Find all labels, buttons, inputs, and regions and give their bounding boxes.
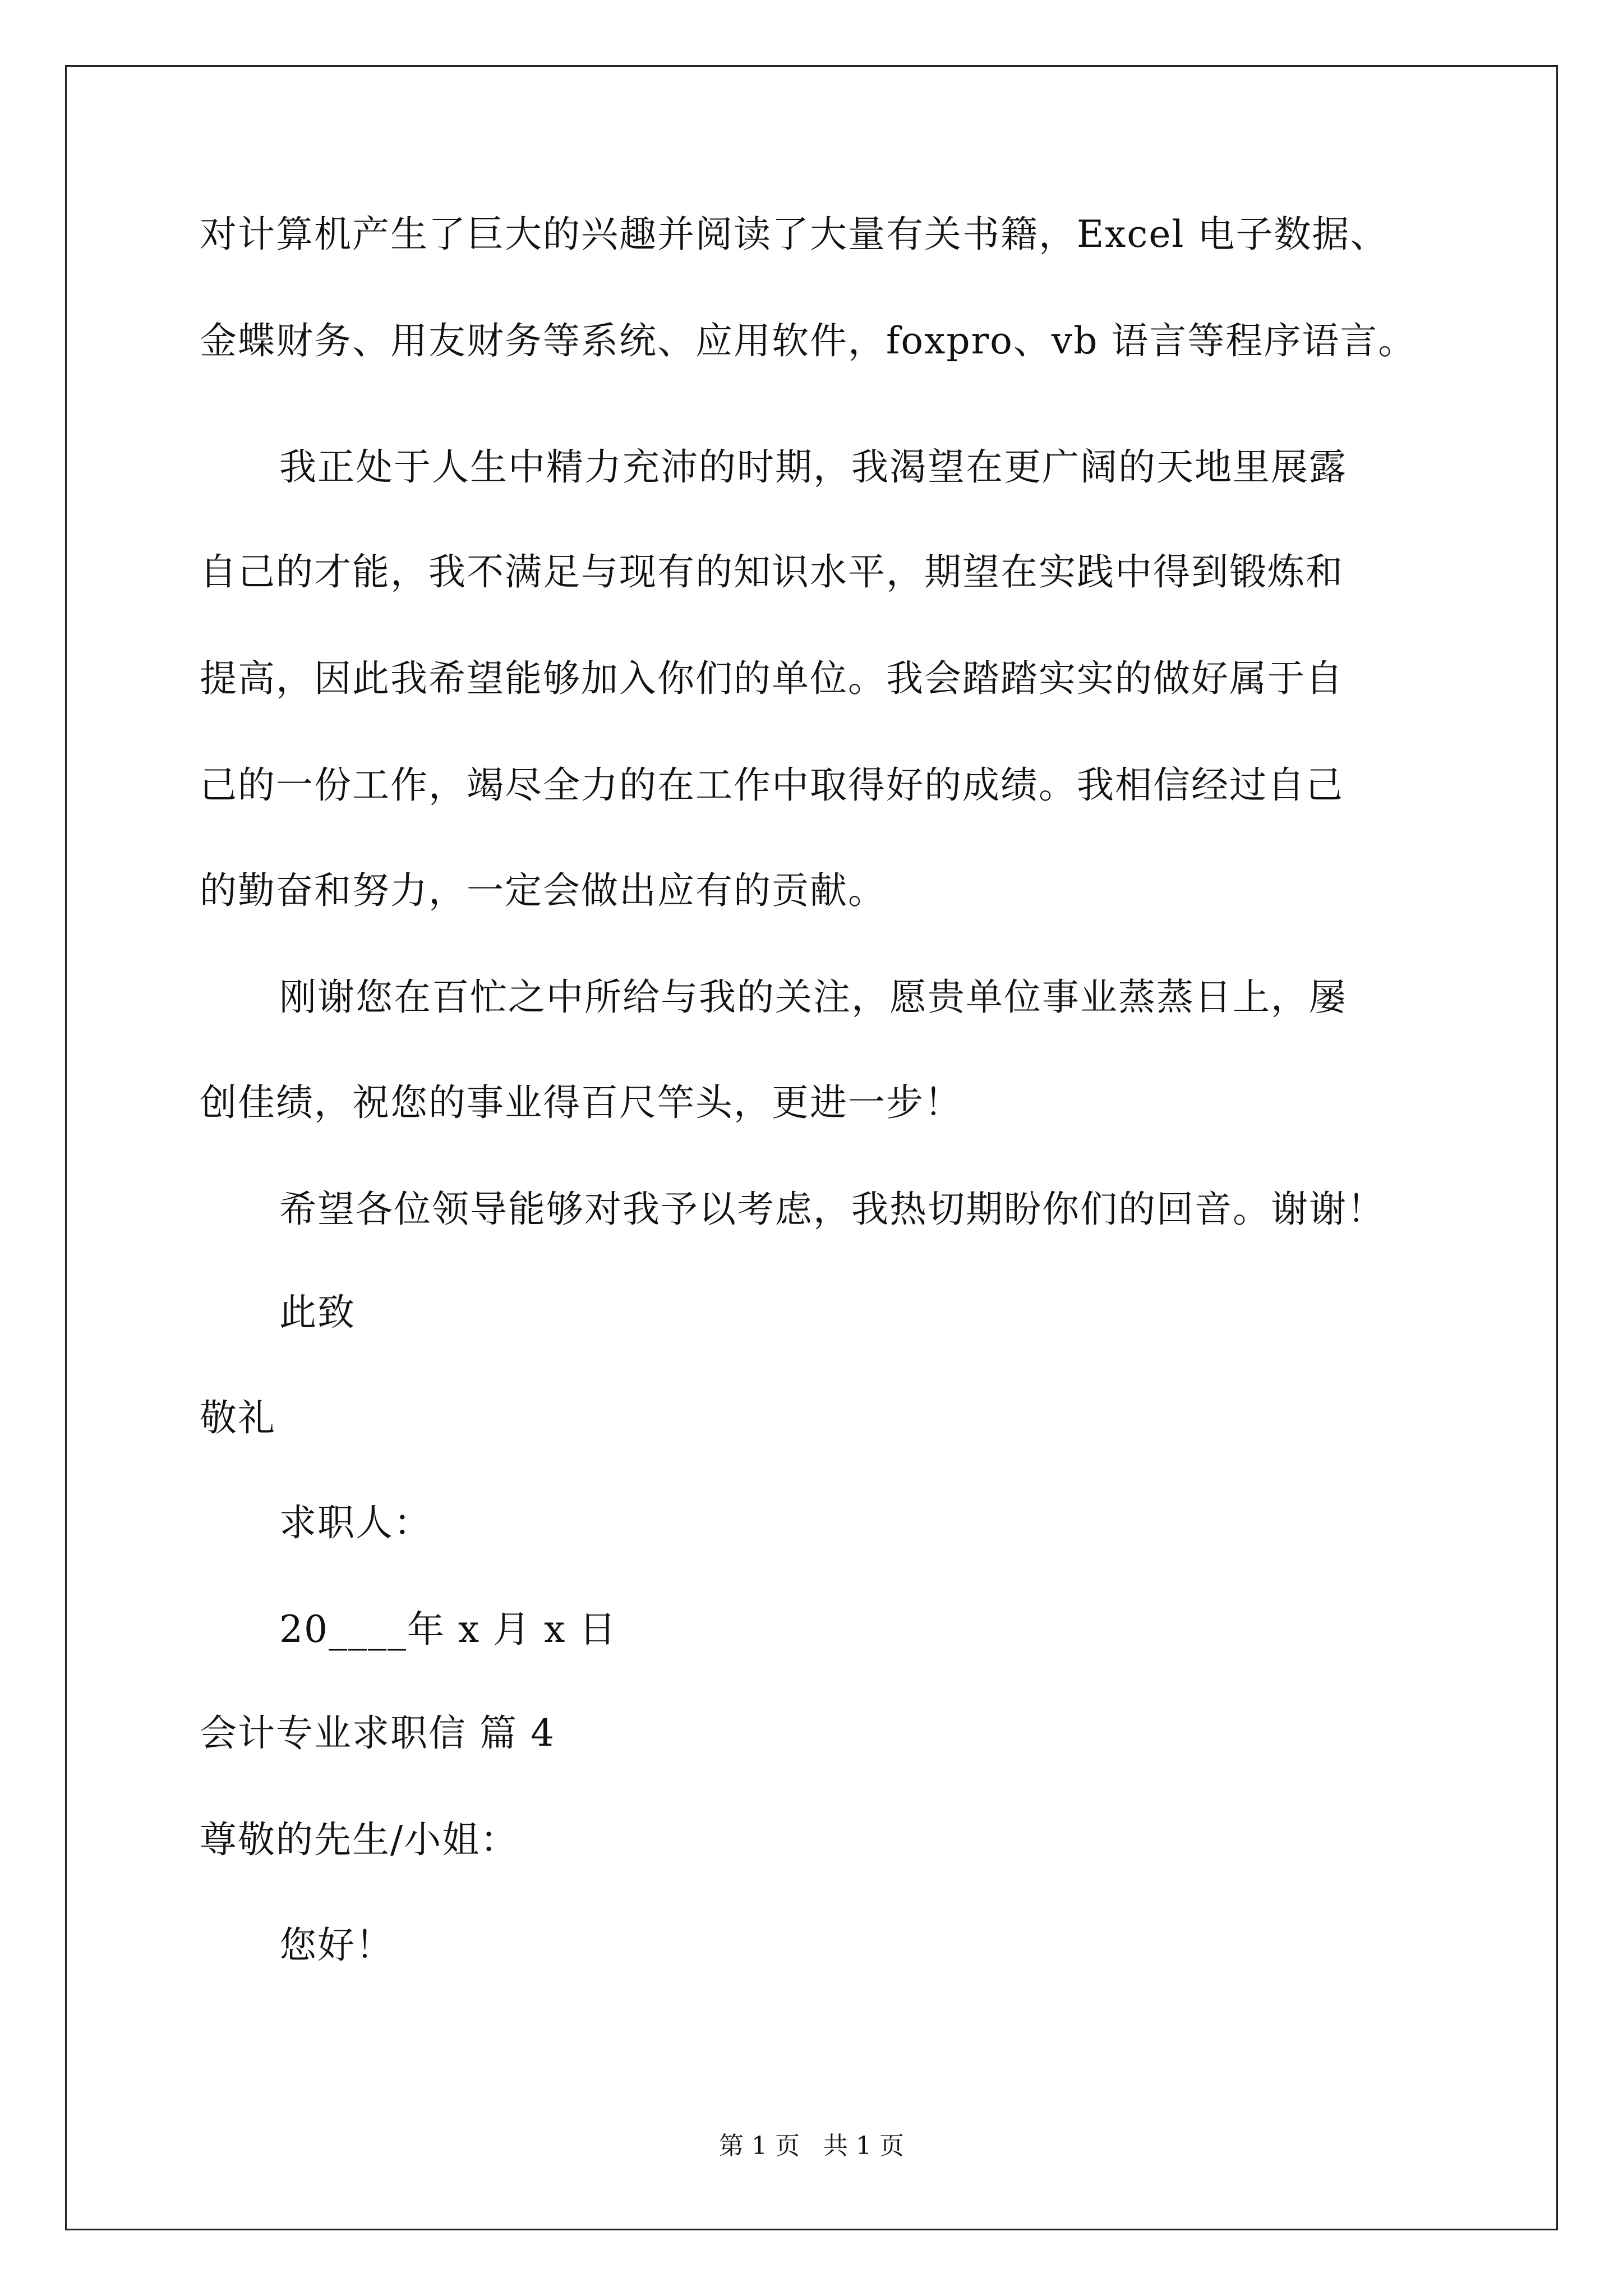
applicant-label: 求职人：	[279, 1501, 432, 1544]
text-line-8: 刚谢您在百忙之中所给与我的关注，愿贵单位事业蒸蒸日上，屡	[279, 976, 1347, 1019]
section-heading: 会计专业求职信 篇 4	[200, 1711, 555, 1755]
text-line-9: 创佳绩，祝您的事业得百尺竿头，更进一步！	[200, 1081, 962, 1124]
date-line: 20____年 x 月 x 日	[279, 1608, 617, 1651]
page-number-current: 第 1 页	[719, 2132, 800, 2160]
salutation-close: 此致	[279, 1291, 356, 1334]
page-footer	[0, 2131, 1623, 2162]
text-line-10: 希望各位领导能够对我予以考虑，我热切期盼你们的回音。谢谢！	[279, 1188, 1385, 1231]
page-number-total: 共 1 页	[823, 2132, 904, 2160]
text-line-2: 金蝶财务、用友财务等系统、应用软件，foxpro、vb 语言等程序语言。	[200, 319, 1417, 362]
text-line-5: 提高，因此我希望能够加入你们的单位。我会踏踏实实的做好属于自	[200, 657, 1344, 700]
text-line-3: 我正处于人生中精力充沛的时期，我渴望在更广阔的天地里展露	[279, 445, 1347, 489]
text-line-6: 己的一份工作，竭尽全力的在工作中取得好的成绩。我相信经过自己	[200, 763, 1344, 807]
text-line-4: 自己的才能，我不满足与现有的知识水平，期望在实践中得到锻炼和	[200, 550, 1344, 593]
greeting-hello: 您好！	[279, 1924, 394, 1967]
text-line-7: 的勤奋和努力，一定会做出应有的贡献。	[200, 869, 886, 912]
salutation-regards: 敬礼	[200, 1396, 276, 1439]
page-border	[65, 65, 1558, 2230]
greeting-line: 尊敬的先生/小姐：	[200, 1818, 519, 1861]
text-line-1: 对计算机产生了巨大的兴趣并阅读了大量有关书籍，Excel 电子数据、	[200, 213, 1389, 256]
